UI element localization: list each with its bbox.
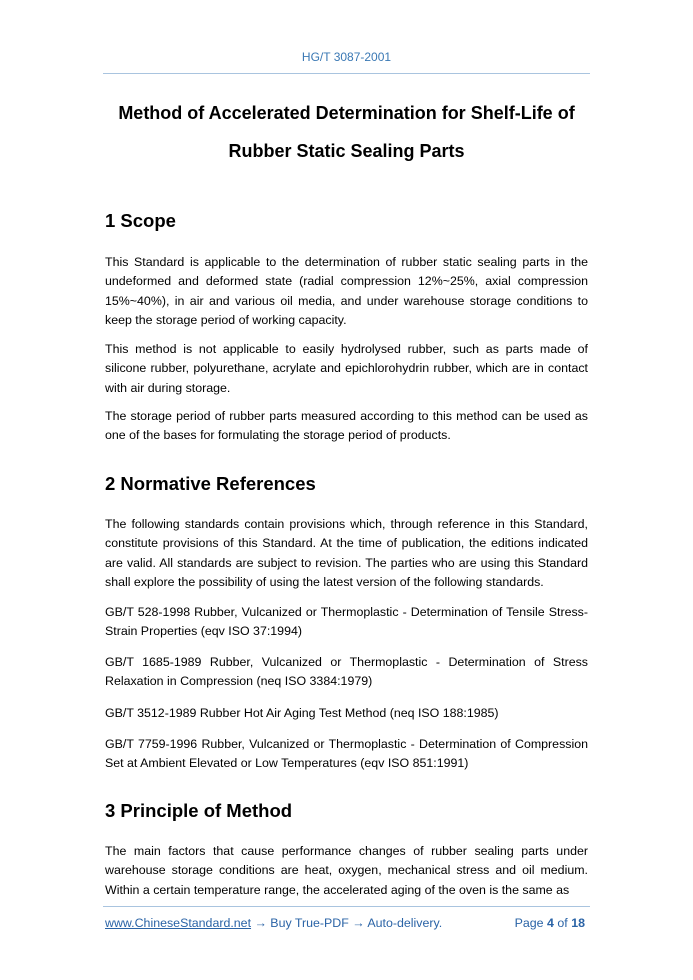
footer-promo [105,916,442,930]
total-page-count: 18 [571,916,585,930]
reference-gbt-1685: GB/T 1685-1989 Rubber, Vulcanized or Thermoplastic - Determination of Stress Relaxation in Compression (neq ISO 3384:1979) [105,655,588,689]
reference-gbt-3512: GB/T 3512-1989 Rubber Hot Air Aging Test Method (neq ISO 188:1985) [105,706,499,720]
references-intro-paragraph: The following standards contain provisions which, through reference in this Standard, constitute provisions of this Standard. At the time of publication, the editions indicated are valid. All standards are subject to revision. The parties who are using this Standard shall explore the possibility of using the latest version of the following standards. [105,517,588,589]
scope-paragraph-2: This method is not applicable to easily hydrolysed rubber, such as parts made of silicone rubber, polyurethane, acrylate and epichlorohydrin rubber, which are in contact with air during storage. [105,342,588,395]
section-heading-normative-references: 2 Normative References [105,473,316,494]
footer-divider [103,906,590,907]
reference-gbt-528: GB/T 528-1998 Rubber, Vulcanized or Thermoplastic - Determination of Tensile Stress-Strain Properties (eqv ISO 37:1994) [105,605,588,639]
reference-gbt-7759: GB/T 7759-1996 Rubber, Vulcanized or Thermoplastic - Determination of Compression Set at Ambient Elevated or Low Temperatures (eqv ISO 851:1991) [105,737,588,771]
section-heading-principle-of-method: 3 Principle of Method [105,800,293,821]
current-page-number: 4 [547,916,554,930]
website-link[interactable]: www.ChineseStandard.net [105,916,252,930]
document-code: HG/T 3087-2001 [301,50,392,64]
scope-paragraph-3: The storage period of rubber parts measured according to this method can be used as one of the bases for formulating the storage period of products. [105,409,588,443]
document-title-line-1: Method of Accelerated Determination for Shelf-Life of [118,103,575,123]
document-title-line-2: Rubber Static Sealing Parts [228,141,465,161]
page-indicator [515,916,585,930]
page-label: Page [514,916,544,930]
section-heading-scope: 1 Scope [105,210,176,231]
principle-paragraph-1: The main factors that cause performance changes of rubber sealing parts under warehouse storage conditions are heat, oxygen, mechanical stress and oil medium. Within a certain temperature range, the accelerated aging of the oven is the same as [105,844,588,897]
scope-paragraph-1: This Standard is applicable to the determination of rubber static sealing parts in the undeformed and deformed state (radial compression 12%~25%, axial compression 15%~40%), in air and various oil media, and under warehouse storage conditions to keep the storage period of working capacity. [105,255,588,327]
page-of-label: of [557,916,568,930]
footer-tagline: → Buy True-PDF → Auto-delivery. [251,916,443,930]
header-divider [103,73,590,74]
